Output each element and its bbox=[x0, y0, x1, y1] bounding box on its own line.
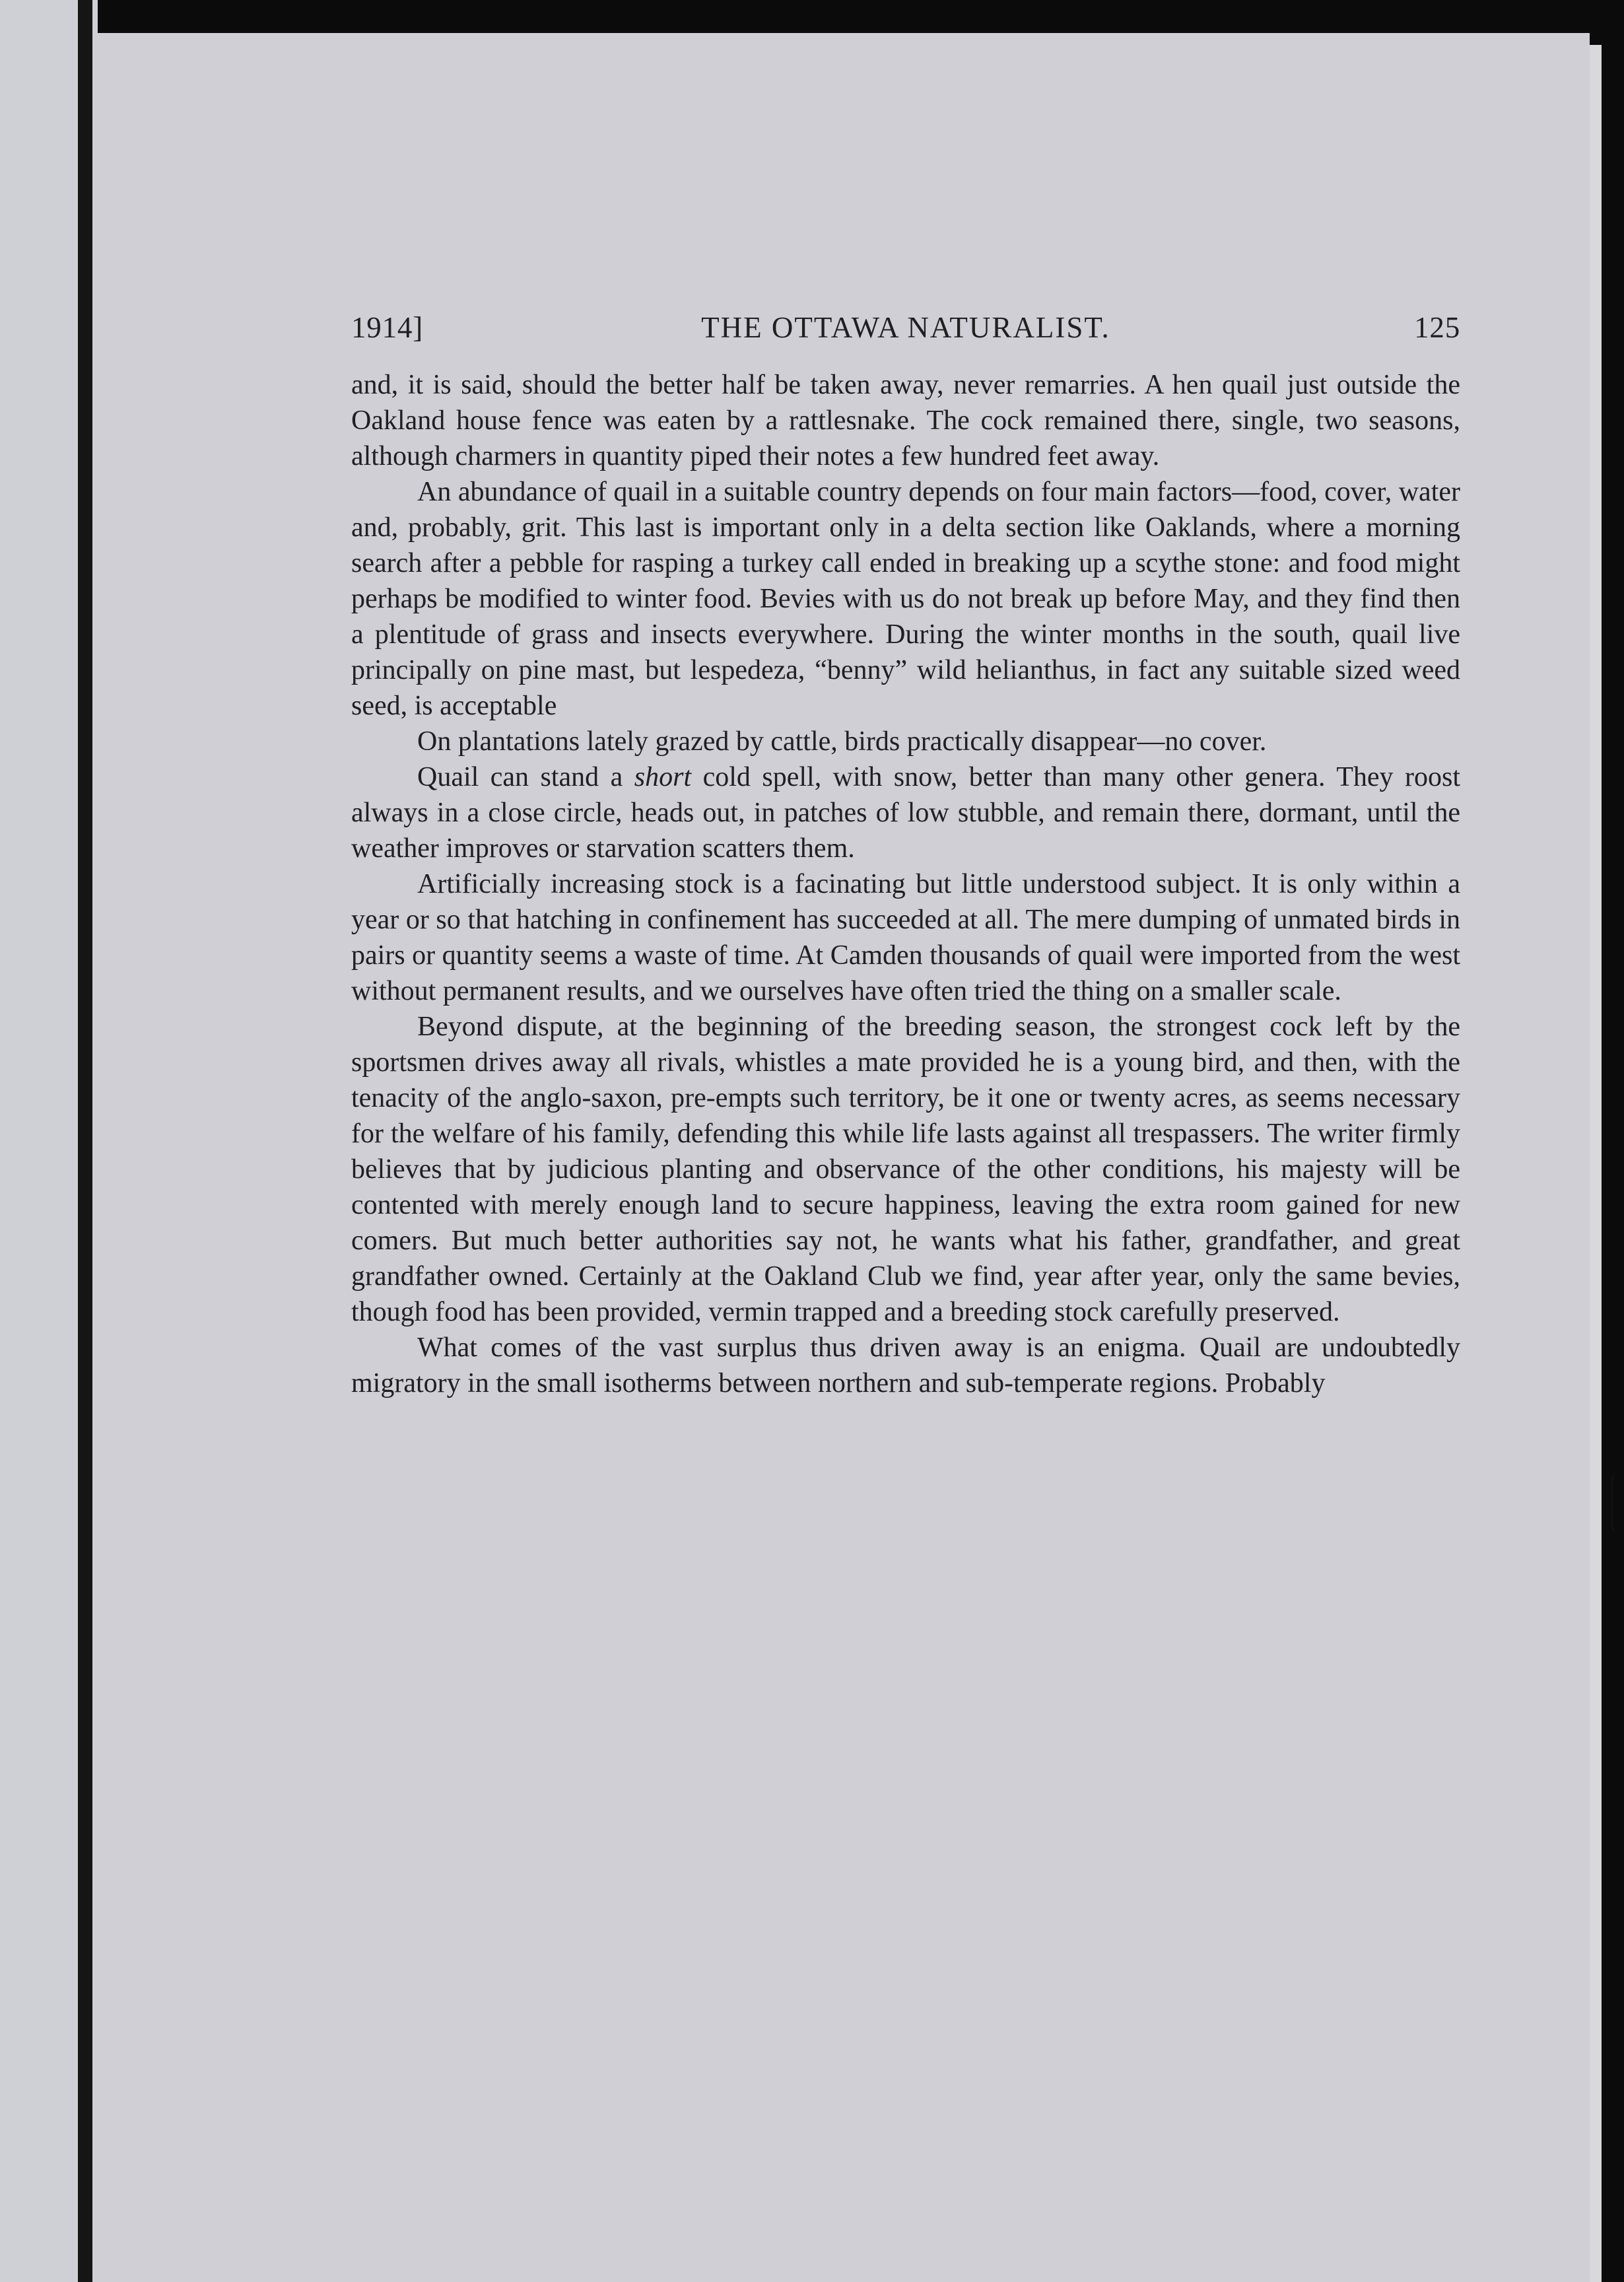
paragraph-surplus: What comes of the vast surplus thus driven away is an enigma. Quail are undoubtedly migratory in the small isotherms between northern and sub-temperate regions. Probably bbox=[351, 1332, 1460, 1399]
page-text-block bbox=[351, 310, 1460, 1401]
scanned-book-page bbox=[98, 33, 1590, 2282]
paragraph-continued: and, it is said, should the better half be taken away, never remarries. A hen quail just outside the Oakland house fence was eaten by a rattlesnake. The cock remained there, single, two seasons, although charmers in quantity piped their notes a few hundred feet away. bbox=[351, 370, 1460, 471]
paragraph-cold-spell bbox=[351, 759, 1460, 866]
running-head-year: 1914] bbox=[351, 311, 423, 344]
paragraph-cold-spell-after: cold spell, with snow, better than many other genera. They roost always in a close circle, heads out, in patches of low stubble, and remain there, dormant, until the weather improves or starvation scatters them. bbox=[351, 762, 1460, 864]
paragraph-breeding-season: Beyond dispute, at the beginning of the breeding season, the strongest cock left by the sportsmen drives away all rivals, whistles a mate provided he is a young bird, and then, with the tenacity of the anglo-saxon, pre-empts such territory, be it one or twenty acres, as seems necessary for the welfare of his family, defending this while life lasts against all trespassers. The writer firmly believes that by judicious planting and observance of the other conditions, his majesty will be contented with merely enough land to secure happiness, leaving the extra room gained for new comers. But much better authorities say not, he wants what his father, grandfather, and great grandfather owned. Certainly at the Oakland Club we find, year after year, only the same bevies, though food has been provided, vermin trapped and a breeding stock carefully preserved. bbox=[351, 1012, 1460, 1327]
paragraph-artificial-stock: Artificially increasing stock is a facinating but little understood subject. It is only within a year or so that hatching in confinement has succeeded at all. The mere dumping of unmated birds in pairs or quantity seems a waste of time. At Camden thousands of quail were imported from the west without permanent results, and we ourselves have often tried the thing on a smaller scale. bbox=[351, 869, 1460, 1006]
paragraph-abundance-factors: An abundance of quail in a suitable country depends on four main factors—food, cover, water and, probably, grit. This last is important only in a delta section like Oaklands, where a morning search after a pebble for rasping a turkey call ended in breaking up a scythe stone: and food might perhaps be modified to winter food. Bevies with us do not break up before May, and they find then a plentitude of grass and insects everywhere. During the winter months in the south, quail live principally on pine mast, but lespedeza, “benny” wild helianthus, in fact any suitable sized weed seed, is acceptable bbox=[351, 477, 1460, 721]
running-head-page-number: 125 bbox=[1414, 311, 1460, 344]
paragraph-cold-spell-emphasis: short bbox=[634, 762, 692, 792]
running-head bbox=[351, 310, 1460, 367]
paragraph-plantations: On plantations lately grazed by cattle, birds practically disappear—no cover. bbox=[417, 726, 1267, 757]
left-binding-strip bbox=[0, 0, 98, 2282]
running-head-journal-title: THE OTTAWA NATURALIST. bbox=[701, 311, 1110, 344]
paragraph-cold-spell-before: Quail can stand a bbox=[417, 762, 634, 792]
right-margin-bracket-mark bbox=[1611, 1472, 1624, 1532]
